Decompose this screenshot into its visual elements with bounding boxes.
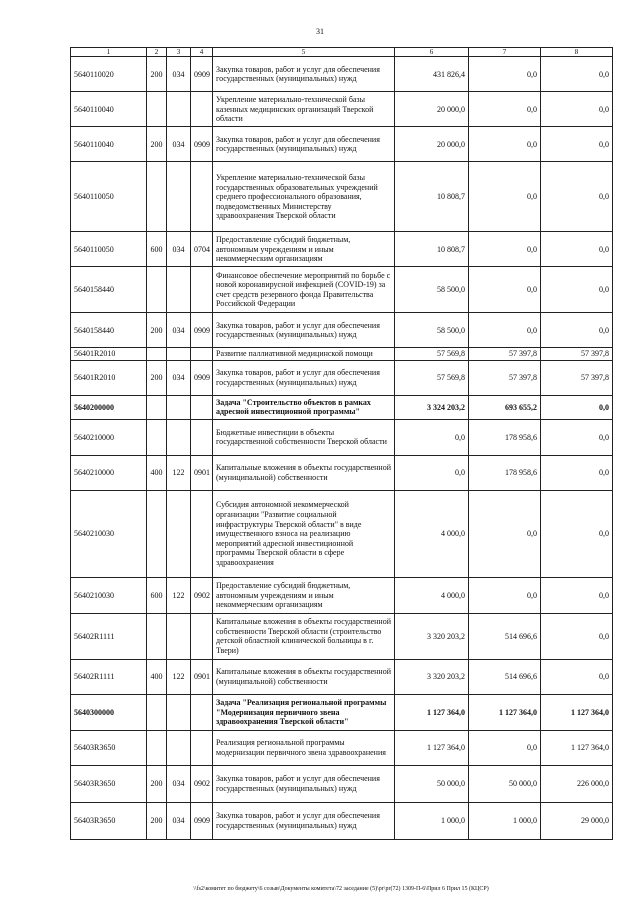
- cell-a: [147, 419, 167, 455]
- table-row: [71, 455, 613, 490]
- cell-v3: 0,0: [541, 57, 613, 92]
- cell-v2: 57 397,8: [469, 360, 541, 395]
- column-number-row: [71, 48, 613, 57]
- cell-v1: 58 500,0: [395, 313, 469, 348]
- cell-a: [147, 348, 167, 361]
- cell-v3: 57 397,8: [541, 360, 613, 395]
- table-row: [71, 419, 613, 455]
- col-header: 6: [395, 48, 469, 57]
- cell-a: 200: [147, 802, 167, 839]
- cell-name: Реализация региональной программы модернизации первичного звена здравоохранения: [213, 730, 395, 765]
- cell-name: Капитальные вложения в объекты государственной собственности Тверской области (строительство детской областной клинической больницы в г. Твери): [213, 613, 395, 659]
- table-row: [71, 659, 613, 694]
- cell-c: 0909: [191, 802, 213, 839]
- cell-v3: 0,0: [541, 162, 613, 232]
- cell-v2: 178 958,6: [469, 455, 541, 490]
- cell-name: Задача "Строительство объектов в рамках адресной инвестиционной программы": [213, 395, 395, 419]
- cell-code: 5640110020: [71, 57, 147, 92]
- cell-code: 5640210030: [71, 490, 147, 577]
- cell-name: Субсидия автономной некоммерческой организации "Развитие социальной инфраструктуры Тверской области" в виде имущественного взноса на реализацию мероприятий адресной инвестиционной программы Тверской области в сфере здравоохранения: [213, 490, 395, 577]
- cell-c: [191, 613, 213, 659]
- cell-v3: 0,0: [541, 127, 613, 162]
- cell-b: [167, 613, 191, 659]
- cell-b: [167, 267, 191, 313]
- cell-code: 5640210030: [71, 577, 147, 613]
- table-row: [71, 577, 613, 613]
- cell-v3: 29 000,0: [541, 802, 613, 839]
- cell-v1: 3 324 203,2: [395, 395, 469, 419]
- cell-name: Финансовое обеспечение мероприятий по борьбе с новой коронавирусной инфекцией (COVID-19) за счет средств резервного фонда Правительства Российской Федерации: [213, 267, 395, 313]
- cell-c: 0909: [191, 313, 213, 348]
- cell-v3: 226 000,0: [541, 765, 613, 802]
- cell-b: [167, 348, 191, 361]
- cell-v3: 0,0: [541, 267, 613, 313]
- cell-v2: 178 958,6: [469, 419, 541, 455]
- cell-v2: 514 696,6: [469, 659, 541, 694]
- cell-code: 5640110050: [71, 162, 147, 232]
- table-row: [71, 348, 613, 361]
- cell-c: [191, 694, 213, 730]
- table-row: [71, 162, 613, 232]
- cell-v2: 0,0: [469, 232, 541, 267]
- cell-v2: 1 127 364,0: [469, 694, 541, 730]
- cell-code: 56403R3650: [71, 730, 147, 765]
- cell-v1: 431 826,4: [395, 57, 469, 92]
- cell-v2: 0,0: [469, 313, 541, 348]
- cell-code: 5640110040: [71, 127, 147, 162]
- cell-name: Закупка товаров, работ и услуг для обеспечения государственных (муниципальных) нужд: [213, 360, 395, 395]
- cell-name: Закупка товаров, работ и услуг для обеспечения государственных (муниципальных) нужд: [213, 313, 395, 348]
- cell-v1: 10 808,7: [395, 232, 469, 267]
- cell-name: Развитие паллиативной медицинской помощи: [213, 348, 395, 361]
- cell-c: [191, 267, 213, 313]
- cell-code: 5640210000: [71, 419, 147, 455]
- cell-v3: 0,0: [541, 659, 613, 694]
- col-header: 8: [541, 48, 613, 57]
- cell-b: 122: [167, 659, 191, 694]
- cell-c: 0704: [191, 232, 213, 267]
- cell-code: 5640110050: [71, 232, 147, 267]
- cell-name: Предоставление субсидий бюджетным, автономным учреждениям и иным некоммерческим организациям: [213, 232, 395, 267]
- cell-code: 5640158440: [71, 267, 147, 313]
- cell-a: [147, 267, 167, 313]
- cell-v3: 0,0: [541, 313, 613, 348]
- cell-a: [147, 613, 167, 659]
- cell-v2: 57 397,8: [469, 348, 541, 361]
- cell-v1: 4 000,0: [395, 490, 469, 577]
- cell-v1: 57 569,8: [395, 348, 469, 361]
- cell-v3: 0,0: [541, 419, 613, 455]
- col-header: 2: [147, 48, 167, 57]
- cell-name: Укрепление материально-технической базы казенных медицинских организаций Тверской области: [213, 92, 395, 127]
- cell-b: 122: [167, 455, 191, 490]
- cell-v3: 0,0: [541, 232, 613, 267]
- cell-v3: 1 127 364,0: [541, 694, 613, 730]
- cell-v2: 514 696,6: [469, 613, 541, 659]
- page-number: 31: [316, 27, 324, 36]
- cell-v1: 3 320 203,2: [395, 613, 469, 659]
- cell-b: [167, 162, 191, 232]
- table-row: [71, 395, 613, 419]
- table-row: [71, 694, 613, 730]
- cell-b: 122: [167, 577, 191, 613]
- cell-c: [191, 92, 213, 127]
- table-row: [71, 57, 613, 92]
- cell-v1: 1 127 364,0: [395, 730, 469, 765]
- cell-b: [167, 92, 191, 127]
- cell-b: 034: [167, 765, 191, 802]
- cell-v3: 0,0: [541, 613, 613, 659]
- col-header: 4: [191, 48, 213, 57]
- cell-code: 56402R1111: [71, 613, 147, 659]
- cell-v2: 0,0: [469, 162, 541, 232]
- cell-c: [191, 395, 213, 419]
- cell-v3: 0,0: [541, 490, 613, 577]
- cell-v3: 57 397,8: [541, 348, 613, 361]
- cell-name: Предоставление субсидий бюджетным, автономным учреждениям и иным некоммерческим организациям: [213, 577, 395, 613]
- cell-c: 0909: [191, 127, 213, 162]
- cell-a: [147, 730, 167, 765]
- cell-b: 034: [167, 802, 191, 839]
- cell-name: Задача "Реализация региональной программы "Модернизация первичного звена здравоохранения Тверской области": [213, 694, 395, 730]
- cell-v1: 10 808,7: [395, 162, 469, 232]
- table-row: [71, 613, 613, 659]
- cell-code: 56403R3650: [71, 765, 147, 802]
- cell-name: Закупка товаров, работ и услуг для обеспечения государственных (муниципальных) нужд: [213, 127, 395, 162]
- cell-c: [191, 348, 213, 361]
- cell-c: 0901: [191, 659, 213, 694]
- table-row: [71, 802, 613, 839]
- cell-v2: 0,0: [469, 92, 541, 127]
- file-path-footer: \\fs2\комитет по бюджету\6 созыв\Документы комитета\72 заседание (5)\pr\pr(72) 1309-П-6\Прил 6 Прил 15 (КЦСР): [193, 886, 489, 892]
- table-row: [71, 313, 613, 348]
- cell-v3: 1 127 364,0: [541, 730, 613, 765]
- table-row: [71, 730, 613, 765]
- cell-v2: 50 000,0: [469, 765, 541, 802]
- col-header: 3: [167, 48, 191, 57]
- cell-a: [147, 694, 167, 730]
- cell-v1: 20 000,0: [395, 92, 469, 127]
- col-header: 1: [71, 48, 147, 57]
- cell-b: [167, 419, 191, 455]
- cell-v2: 693 655,2: [469, 395, 541, 419]
- cell-code: 5640110040: [71, 92, 147, 127]
- cell-c: 0902: [191, 765, 213, 802]
- cell-v2: 0,0: [469, 57, 541, 92]
- cell-a: [147, 92, 167, 127]
- cell-c: 0909: [191, 57, 213, 92]
- cell-a: 200: [147, 360, 167, 395]
- cell-v1: 4 000,0: [395, 577, 469, 613]
- cell-v3: 0,0: [541, 577, 613, 613]
- cell-b: [167, 490, 191, 577]
- cell-name: Капитальные вложения в объекты государственной (муниципальной) собственности: [213, 659, 395, 694]
- cell-name: Бюджетные инвестиции в объекты государственной собственности Тверской области: [213, 419, 395, 455]
- cell-a: [147, 162, 167, 232]
- cell-code: 5640158440: [71, 313, 147, 348]
- cell-a: [147, 395, 167, 419]
- cell-c: [191, 490, 213, 577]
- cell-code: 56402R1111: [71, 659, 147, 694]
- cell-code: 56401R2010: [71, 348, 147, 361]
- cell-v2: 0,0: [469, 127, 541, 162]
- cell-a: 600: [147, 232, 167, 267]
- cell-v3: 0,0: [541, 455, 613, 490]
- cell-c: 0909: [191, 360, 213, 395]
- cell-code: 5640300000: [71, 694, 147, 730]
- cell-a: 400: [147, 659, 167, 694]
- table-body: [71, 57, 613, 840]
- cell-b: 034: [167, 57, 191, 92]
- cell-v3: 0,0: [541, 92, 613, 127]
- table-row: [71, 92, 613, 127]
- table-row: [71, 232, 613, 267]
- cell-code: 5640200000: [71, 395, 147, 419]
- cell-v3: 0,0: [541, 395, 613, 419]
- cell-v1: 57 569,8: [395, 360, 469, 395]
- cell-b: 034: [167, 360, 191, 395]
- col-header: 7: [469, 48, 541, 57]
- cell-code: 5640210000: [71, 455, 147, 490]
- cell-c: 0902: [191, 577, 213, 613]
- cell-a: 200: [147, 57, 167, 92]
- cell-a: 200: [147, 313, 167, 348]
- cell-c: [191, 162, 213, 232]
- cell-c: [191, 419, 213, 455]
- cell-v1: 1 127 364,0: [395, 694, 469, 730]
- cell-b: [167, 694, 191, 730]
- cell-v1: 3 320 203,2: [395, 659, 469, 694]
- cell-v1: 0,0: [395, 455, 469, 490]
- table-row: [71, 127, 613, 162]
- cell-a: 200: [147, 765, 167, 802]
- cell-v2: 0,0: [469, 730, 541, 765]
- table-row: [71, 267, 613, 313]
- cell-v2: 1 000,0: [469, 802, 541, 839]
- table-row: [71, 490, 613, 577]
- cell-b: 034: [167, 127, 191, 162]
- cell-v1: 20 000,0: [395, 127, 469, 162]
- col-header: 5: [213, 48, 395, 57]
- cell-v1: 0,0: [395, 419, 469, 455]
- cell-v2: 0,0: [469, 490, 541, 577]
- cell-v2: 0,0: [469, 267, 541, 313]
- cell-b: 034: [167, 232, 191, 267]
- cell-c: [191, 730, 213, 765]
- cell-b: [167, 395, 191, 419]
- cell-a: 200: [147, 127, 167, 162]
- cell-b: [167, 730, 191, 765]
- cell-v2: 0,0: [469, 577, 541, 613]
- cell-a: [147, 490, 167, 577]
- cell-b: 034: [167, 313, 191, 348]
- cell-v1: 50 000,0: [395, 765, 469, 802]
- cell-a: 400: [147, 455, 167, 490]
- cell-name: Закупка товаров, работ и услуг для обеспечения государственных (муниципальных) нужд: [213, 765, 395, 802]
- cell-name: Закупка товаров, работ и услуг для обеспечения государственных (муниципальных) нужд: [213, 802, 395, 839]
- cell-v1: 1 000,0: [395, 802, 469, 839]
- cell-code: 56401R2010: [71, 360, 147, 395]
- cell-c: 0901: [191, 455, 213, 490]
- cell-v1: 58 500,0: [395, 267, 469, 313]
- table-row: [71, 360, 613, 395]
- table-row: [71, 765, 613, 802]
- cell-name: Закупка товаров, работ и услуг для обеспечения государственных (муниципальных) нужд: [213, 57, 395, 92]
- cell-name: Укрепление материально-технической базы государственных образовательных учреждений среднего профессионального образования, подведомственных Министерству здравоохранения Тверской области: [213, 162, 395, 232]
- cell-a: 600: [147, 577, 167, 613]
- cell-name: Капитальные вложения в объекты государственной (муниципальной) собственности: [213, 455, 395, 490]
- cell-code: 56403R3650: [71, 802, 147, 839]
- budget-table: [70, 47, 613, 840]
